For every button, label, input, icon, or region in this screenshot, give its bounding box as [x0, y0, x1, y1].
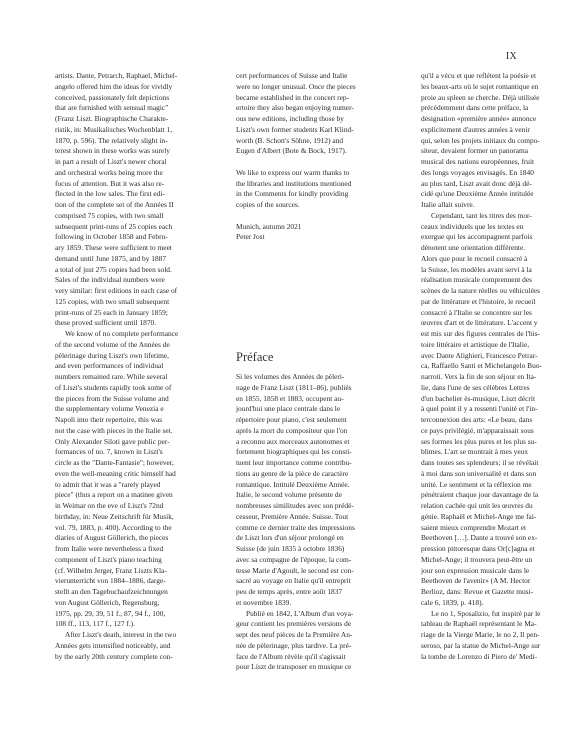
text-line: proie au spleen se cherche. Déjà utilisée	[421, 92, 540, 102]
text-line: and even performances of individual	[55, 361, 164, 371]
text-line: from Italie were nevertheless a fixed	[55, 544, 164, 553]
text-line: Publié en 1842, L'Album d'un voya-	[246, 608, 354, 618]
text-line: musical des nations européennes, fruit	[421, 157, 535, 166]
text-line: avec Dante Alighieri, Francesco Petrar-	[421, 350, 538, 360]
text-line: circle as the "Dante-Fantasie"; however,	[55, 458, 174, 467]
text-line: not the case with pieces in the Italie set.	[55, 425, 173, 435]
text-line: génie. Raphaël et Michel-Ange me fai-	[421, 511, 537, 521]
text-line: Années gets intensified noticeably, and	[55, 640, 171, 650]
text-line: désignation «première année» annonce	[421, 114, 537, 123]
text-line: 108 ff., 113, 117 f., 127 f.).	[55, 619, 135, 629]
text-line: the libraries and institutions mentioned	[236, 178, 352, 188]
text-line: in the Comments for kindly providing	[236, 189, 349, 199]
text-line: ary 1859. These were sufficient to meet	[55, 243, 172, 252]
text-line: dénotent une orientation différente.	[421, 243, 526, 252]
text-line: 125 copies, with two small subsequent	[55, 296, 170, 306]
text-line: tesse Marie d'Agoult, le second est con-	[236, 565, 354, 575]
text-line: cert performances of Suisse and Italie	[236, 71, 348, 80]
text-line: romantique. Intitulé Deuxième Année.	[236, 479, 350, 489]
text-line: diaries of August Göllerich, the pieces	[55, 533, 169, 543]
text-line: demand until June 1875, and by 1887	[55, 253, 167, 263]
text-line: fortement biographiques qui les consti-	[236, 447, 352, 457]
text-line: ca, Raffaello Santi et Michelangelo Buo-	[421, 361, 542, 371]
text-line: en 1855, 1858 et 1883, occupent au-	[236, 393, 344, 403]
text-line: à quel point il y a ressenti l'unité et l'in-	[421, 404, 538, 414]
text-line: Peter Jost	[236, 232, 265, 242]
text-line: jourd'hui une place centrale dans le	[236, 404, 341, 414]
text-line: cale 6, 1839, p. 418).	[421, 597, 484, 607]
text-line: pour Liszt de transposer en musique ce	[236, 662, 352, 672]
text-line: Sales of the individual numbers were	[55, 275, 165, 285]
text-line: pression pittoresque dans Or[c]agna et	[421, 544, 535, 553]
text-line: dans toutes ses splendeurs; il se révélait	[421, 458, 539, 467]
text-line: Eugen d'Albert (Bote & Bock, 1917).	[236, 146, 347, 156]
text-line: d'un bachelier ès-musique, Liszt décrit	[421, 393, 535, 403]
text-line: consacré à l'Italie se concentre sur les	[421, 307, 532, 317]
text-line: Cependant, tant les titres des mor-	[431, 210, 532, 220]
text-line: nage de Franz Liszt (1811–86), publiés	[236, 382, 352, 392]
text-line: vol. 79, 1883, p. 400). According to the	[55, 522, 172, 532]
text-line: following in October 1858 and Febru-	[55, 232, 168, 242]
preface-heading: Préface	[236, 350, 274, 364]
text-line: nombreuses similitudes avec son prédé-	[236, 501, 354, 510]
text-line: 1870, p. 596). The relatively slight in-	[55, 135, 168, 145]
text-line: avec sa compagne de l'époque, la com-	[236, 554, 352, 564]
text-line: lie, dans l'une de ses célèbres Lettres	[421, 382, 530, 392]
text-line: tuent leur importance comme contribu-	[236, 458, 352, 467]
text-line: We know of no complete performance	[65, 329, 179, 338]
text-line: terconnexion des arts: «Le beau, dans	[421, 415, 533, 424]
text-line: ce pays privilégié, m'apparaissait sous	[421, 425, 534, 435]
text-line: (Franz Liszt. Biographische Charakte-	[55, 114, 169, 123]
text-line: conceived, passionately felt depictions	[55, 92, 170, 102]
text-line: pèlerinage during Liszt's own lifetime,	[55, 350, 170, 360]
text-line: component of Liszt's piano teaching	[55, 554, 162, 564]
text-line: and orchestral works being more the	[55, 167, 163, 177]
text-line: in part a result of Liszt's newer choral	[55, 157, 167, 166]
text-line: siteur, devaient former un panorama	[421, 146, 529, 156]
text-line: subsequent print-runs of 25 copies each	[55, 221, 173, 231]
text-line: birthday, in: Neue Zeitschrift für Musik,	[55, 511, 174, 521]
text-line: sept des neuf pièces de la Première An-	[236, 630, 353, 639]
text-line: Only Alexander Siloti gave public per-	[55, 436, 170, 446]
text-line: in Weimar on the eve of Liszt's 72nd	[55, 501, 164, 510]
text-line: terest shown in these works was surely	[55, 146, 170, 156]
text-line: par de littérature et l'histoire, le recueil	[421, 296, 536, 306]
text-line: est mis sur des figures centrales de l'his-	[421, 329, 540, 338]
text-line: tions au genre de la pièce de caractère	[236, 468, 349, 478]
text-line: Liszt's own former students Karl Klind-	[236, 124, 354, 134]
column-3	[421, 71, 568, 662]
text-line: piece" (thus a report on a matinee given	[55, 490, 173, 500]
text-line: scènes de la nature réelles ou véhiculées	[421, 286, 541, 295]
text-line: Napoli into their repertoire, this was	[55, 415, 163, 424]
text-line: vierunterricht von 1884–1886, darge-	[55, 576, 166, 586]
text-line: focus of attention. But it was also re-	[55, 178, 165, 188]
text-line: exergue qui les accompagnent parfois	[421, 232, 533, 242]
text-line: numbers remained rare. While several	[55, 372, 168, 381]
text-line: unité. Le sentiment et la réflexion me	[421, 479, 532, 489]
text-line: Italie allait suivre.	[421, 200, 475, 209]
text-line: à moi dans son universalité et dans son	[421, 468, 537, 478]
text-line: des longs voyages envisagés. En 1840	[421, 167, 534, 177]
text-line: peu de temps après, entre août 1837	[236, 587, 343, 596]
text-line: Beethoven […]. Dante a trouvé son ex-	[421, 533, 538, 543]
text-line: de Liszt lors d'un séjour prolongé en	[236, 533, 344, 543]
text-line: tion of the complete set of the Années II	[55, 200, 174, 209]
text-line: geur contient les premières versions de	[236, 619, 352, 629]
text-line: la Suisse, les modèles avant servi à la	[421, 264, 532, 274]
text-line: ristik, in: Musikalisches Wochenblatt 1,	[55, 124, 173, 134]
text-line: Si les volumes des Années de pèleri-	[236, 372, 345, 381]
text-line: After Liszt's death, interest in the two	[65, 630, 177, 639]
text-line: formances of no. 7, known in Liszt's	[55, 447, 163, 457]
text-line: blimes. L'art se montrait à mes yeux	[421, 447, 529, 457]
text-line: œuvres d'art et de littérature. L'accent y	[421, 318, 538, 328]
page-number: IX	[505, 51, 517, 62]
text-line: that are furnished with sensual magic"	[55, 103, 169, 113]
text-line: We like to express our warm thanks to	[236, 167, 350, 177]
text-line: après la mort du compositeur que l'on	[236, 425, 348, 435]
text-line: flected in the low sales. The first edi-	[55, 189, 165, 199]
text-line: ertoire they also began enjoying numer-	[236, 103, 354, 113]
text-line: by the early 20th century complete con-	[55, 651, 173, 661]
text-line: comprised 75 copies, with two small	[55, 210, 164, 220]
text-line: les beaux-arts où le sujet romantique en	[421, 81, 539, 91]
text-line: Alors que pour le recueil consacré à	[421, 253, 528, 263]
text-line: saient mieux comprendre Mozart et	[421, 522, 527, 532]
text-line: ceaux individuels que les textes en	[421, 221, 524, 231]
text-line: ses formes les plus pures et les plus su-	[421, 436, 537, 446]
text-line: répertoire pour piano, c'est seulement	[236, 415, 347, 424]
text-line: worth (B. Schott's Söhne, 1912) and	[236, 135, 344, 145]
text-line: narroti. Vers la fin de son séjour en Ita-	[421, 372, 537, 381]
text-line: et novembre 1839.	[236, 597, 292, 607]
text-line: very similar: first editions in each case of	[55, 286, 178, 295]
text-line: cesseur, Première Année. Suisse. Tout	[236, 511, 349, 521]
text-line: seroso, par la statue de Michel-Ange sur	[421, 640, 541, 650]
text-line: of the second volume of the Années de	[55, 339, 170, 349]
text-line: von August Göllerich, Regensburg,	[55, 597, 160, 607]
text-line: (cf. Wilhelm Jerger, Franz Liszts Kla-	[55, 565, 167, 575]
column-2-top	[236, 71, 388, 243]
text-line: ous new editions, including those by	[236, 114, 344, 123]
text-line: Michel-Ange; il trouvera peut-être un	[421, 554, 533, 564]
text-line: Le no 1, Sposalizio, fut inspiré par le	[431, 608, 541, 618]
text-line: Berlioz, dans: Revue et Gazette musi-	[421, 587, 534, 596]
text-line: toire littéraire et artistique de l'Italie,	[421, 339, 530, 349]
text-line: au plus tard, Liszt avait donc déjà dé-	[421, 178, 532, 188]
text-line: sacré au voyage en Italie qu'il entreprit	[236, 576, 351, 586]
text-line: précédemment dans cette préface, la	[421, 103, 529, 113]
text-line: these proved sufficient until 1870.	[55, 318, 157, 328]
text-line: tableau de Raphaël représentant le Ma-	[421, 619, 537, 629]
text-line: née de pèlerinage, plus tardive. La pré-	[236, 640, 352, 650]
text-line: the pieces from the Suisse volume and	[55, 393, 169, 403]
text-line: qui, selon les projets initiaux du compo-	[421, 135, 540, 145]
text-line: stellt an den Tagebuchaufzeichnungen	[55, 587, 168, 596]
text-line: of Liszt's students rapidly took some of	[55, 382, 172, 392]
text-line: la tombe de Lorenzo di Piero de' Medi-	[421, 651, 538, 661]
text-line: copies of the sources.	[236, 200, 300, 209]
text-line: explicitement d'autres années à venir	[421, 124, 530, 134]
text-line: 1975, pp. 29, 39, 51 f., 87, 94 f., 100,	[55, 608, 166, 618]
text-line: Italie, le second volume présente de	[236, 490, 342, 500]
text-line: became established in the concert rep-	[236, 92, 350, 102]
text-line: pénétraient chaque jour davantage de la	[421, 490, 539, 500]
text-line: a reconnu aux morceaux autonomes et	[236, 436, 350, 446]
text-line: Munich, autumn 2021	[236, 221, 302, 231]
text-line: qu'il a vécu et que reflétent la poésie et	[421, 71, 537, 80]
text-line: print-runs of 25 each in January 1859;	[55, 307, 168, 317]
text-line: even the well-meaning critic himself had	[55, 468, 176, 478]
text-line: cidé qu'une Deuxième Année intitulée	[421, 189, 534, 199]
column-2-bottom	[236, 372, 388, 673]
text-line: artists. Dante, Petrarch, Raphael, Michel-	[55, 71, 178, 80]
column-1	[55, 71, 205, 662]
text-line: angelo offered him the ideas for vividly	[55, 81, 173, 91]
text-line: riage de la Vierge Marie, le no 2, Il pen-	[421, 630, 540, 639]
text-line: Suisse (de juin 1835 à octobre 1836)	[236, 544, 345, 553]
text-line: to admit that it was a "rarely played	[55, 479, 161, 489]
text-line: réalisation musicale comprennent des	[421, 275, 533, 285]
text-line: a total of just 275 copies had been sold.	[55, 264, 172, 274]
text-line: were no longer unusual. Once the pieces	[236, 81, 356, 91]
text-line: Beethoven de l'avenir» (A M. Hector	[421, 576, 531, 586]
text-line: comme ce dernier traite des impressions	[236, 522, 355, 532]
text-line: jour son expression musicale dans le	[421, 565, 530, 575]
text-line: relation cachée qui unit les œuvres du	[421, 501, 533, 510]
text-line: the supplementary volume Venezia e	[55, 404, 164, 414]
text-line: face de l'Album révèle qu'il s'agissait	[236, 651, 346, 661]
